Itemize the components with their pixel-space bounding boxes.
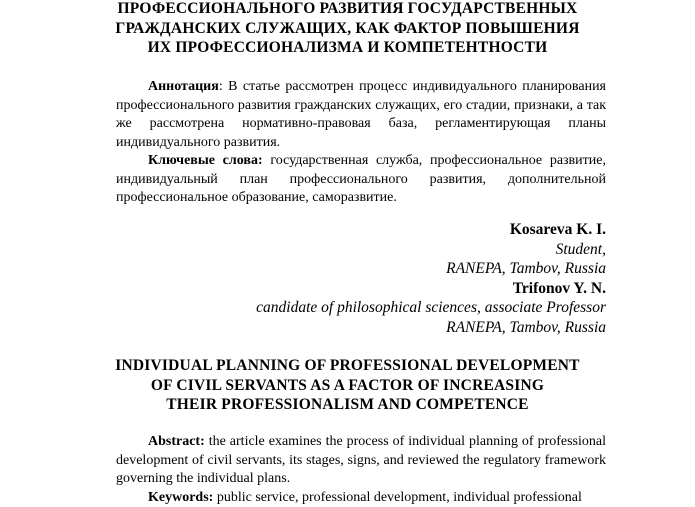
author-name: Kosareva K. I. [256, 220, 606, 240]
english-keywords [116, 489, 606, 507]
keywords-text: public service, professional development, individual professional [213, 490, 582, 505]
russian-abstract [116, 78, 606, 152]
authors-block [256, 220, 606, 338]
author-affiliation: RANEPA, Tambov, Russia [256, 318, 606, 338]
abstract-label: Аннотация [148, 79, 219, 94]
abstract-text: : В статье рассмотрен процесс индивидуального планирования профессионального развития гражданских служащих, его стадии, признаки, а так же рассмотрена нормативно-правовая база, регламентирующая планы индивидуального развития. [116, 79, 606, 150]
author-position: candidate of philosophical sciences, associate Professor [256, 298, 606, 318]
russian-keywords [116, 152, 606, 208]
author-name: Trifonov Y. N. [256, 279, 606, 299]
author-affiliation: RANEPA, Tambov, Russia [256, 259, 606, 279]
keywords-label: Keywords: [148, 490, 213, 505]
english-abstract-block [116, 433, 606, 507]
russian-abstract-block [116, 78, 606, 208]
keywords-text: государственная служба, профессиональное развитие, индивидуальный план профессионального развития, дополнительной профессиональное образование, саморазвитие. [116, 153, 606, 205]
title-line: THEIR PROFESSIONALISM AND COMPETENCE [90, 395, 605, 415]
abstract-label: Abstract: [148, 434, 205, 449]
english-abstract [116, 433, 606, 489]
english-title [90, 356, 605, 415]
abstract-text: the article examines the process of individual planning of professional development of civil servants, its stages, signs, and reviewed the regulatory framework governing the individual plans. [116, 434, 606, 486]
title-line: ГРАЖДАНСКИХ СЛУЖАЩИХ, КАК ФАКТОР ПОВЫШЕНИЯ [90, 19, 605, 39]
keywords-label: Ключевые слова: [148, 153, 263, 168]
title-line: INDIVIDUAL PLANNING OF PROFESSIONAL DEVELOPMENT [90, 356, 605, 376]
title-line: ПРОФЕССИОНАЛЬНОГО РАЗВИТИЯ ГОСУДАРСТВЕННЫХ [90, 0, 605, 19]
author-position: Student, [256, 240, 606, 260]
title-line: OF CIVIL SERVANTS AS A FACTOR OF INCREASING [90, 376, 605, 396]
russian-title [90, 0, 605, 58]
title-line: ИХ ПРОФЕССИОНАЛИЗМА И КОМПЕТЕНТНОСТИ [90, 38, 605, 58]
